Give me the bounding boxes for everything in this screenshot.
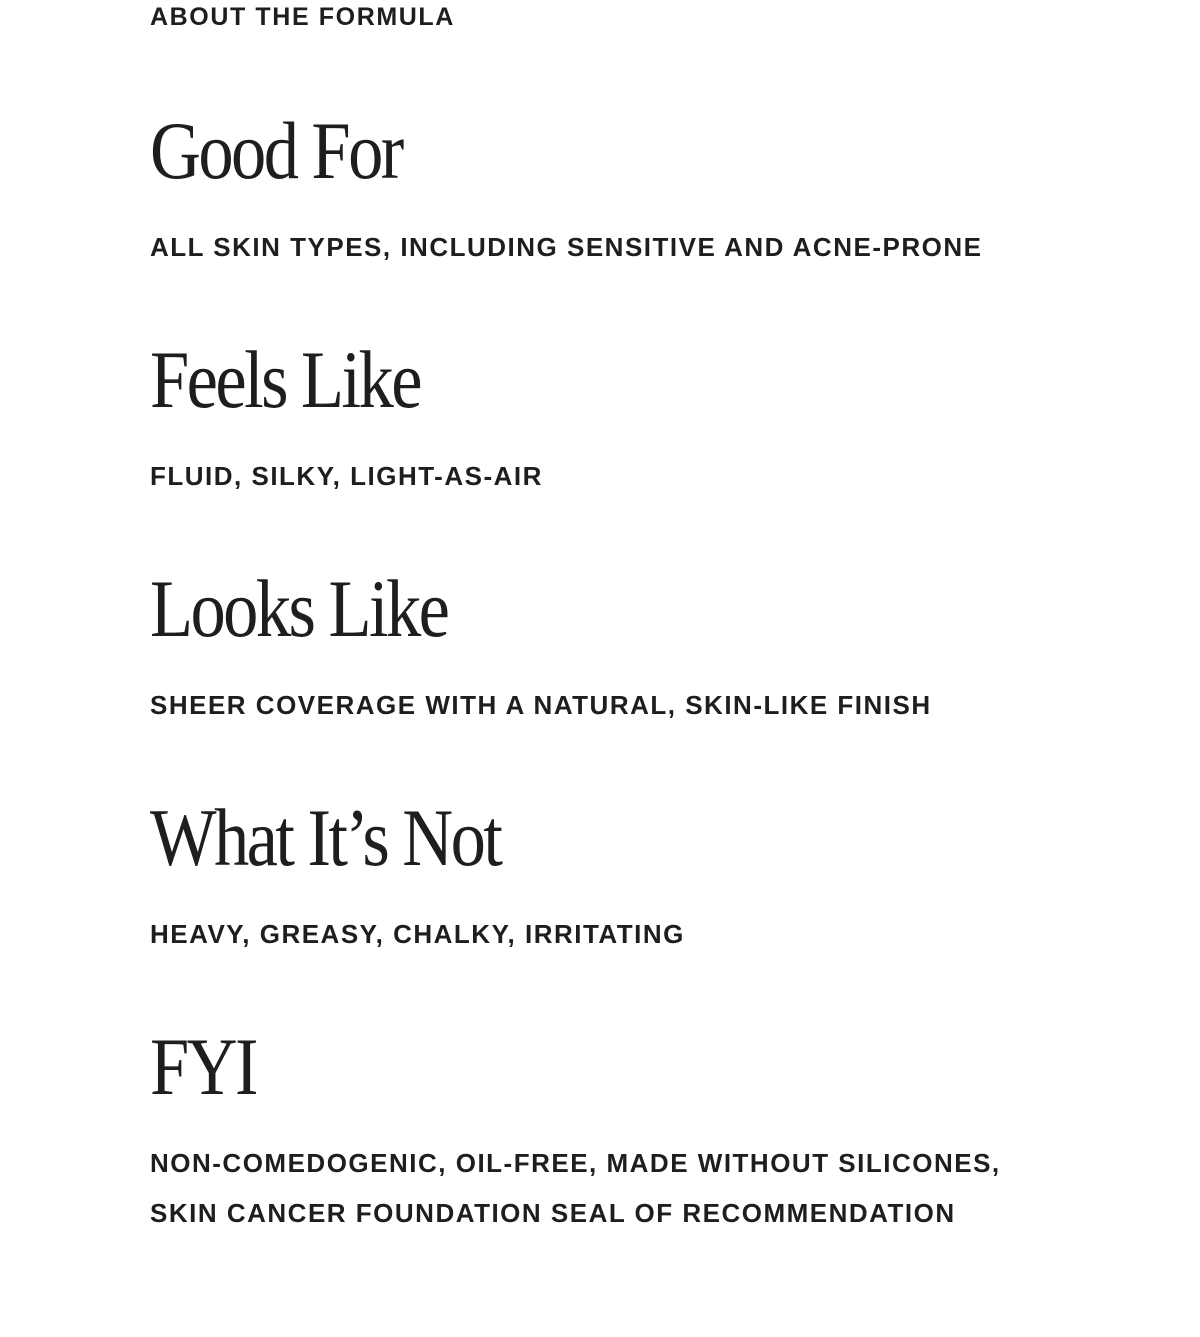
feels-like-heading: Feels Like — [150, 334, 420, 425]
feels-like-description: FLUID, SILKY, LIGHT-AS-AIR — [150, 461, 543, 491]
section-eyebrow: ABOUT THE FORMULA — [150, 3, 455, 31]
fyi-section — [150, 1022, 1070, 1238]
looks-like-description: SHEER COVERAGE WITH A NATURAL, SKIN-LIKE FINISH — [150, 690, 932, 720]
fyi-heading: FYI — [150, 1021, 256, 1112]
looks-like-section — [150, 564, 1070, 730]
fyi-description-line: SKIN CANCER FOUNDATION SEAL OF RECOMMENDATION — [150, 1198, 956, 1228]
good-for-section — [150, 106, 1070, 272]
what-its-not-section — [150, 793, 1070, 959]
feels-like-section — [150, 335, 1070, 501]
looks-like-heading: Looks Like — [150, 563, 448, 654]
good-for-description: ALL SKIN TYPES, INCLUDING SENSITIVE AND ACNE-PRONE — [150, 232, 983, 262]
what-its-not-description: HEAVY, GREASY, CHALKY, IRRITATING — [150, 919, 685, 949]
fyi-description-line: NON-COMEDOGENIC, OIL-FREE, MADE WITHOUT SILICONES, — [150, 1148, 1001, 1178]
what-its-not-heading: What It’s Not — [150, 792, 501, 883]
good-for-heading: Good For — [150, 105, 402, 196]
fyi-description — [150, 1138, 1070, 1238]
